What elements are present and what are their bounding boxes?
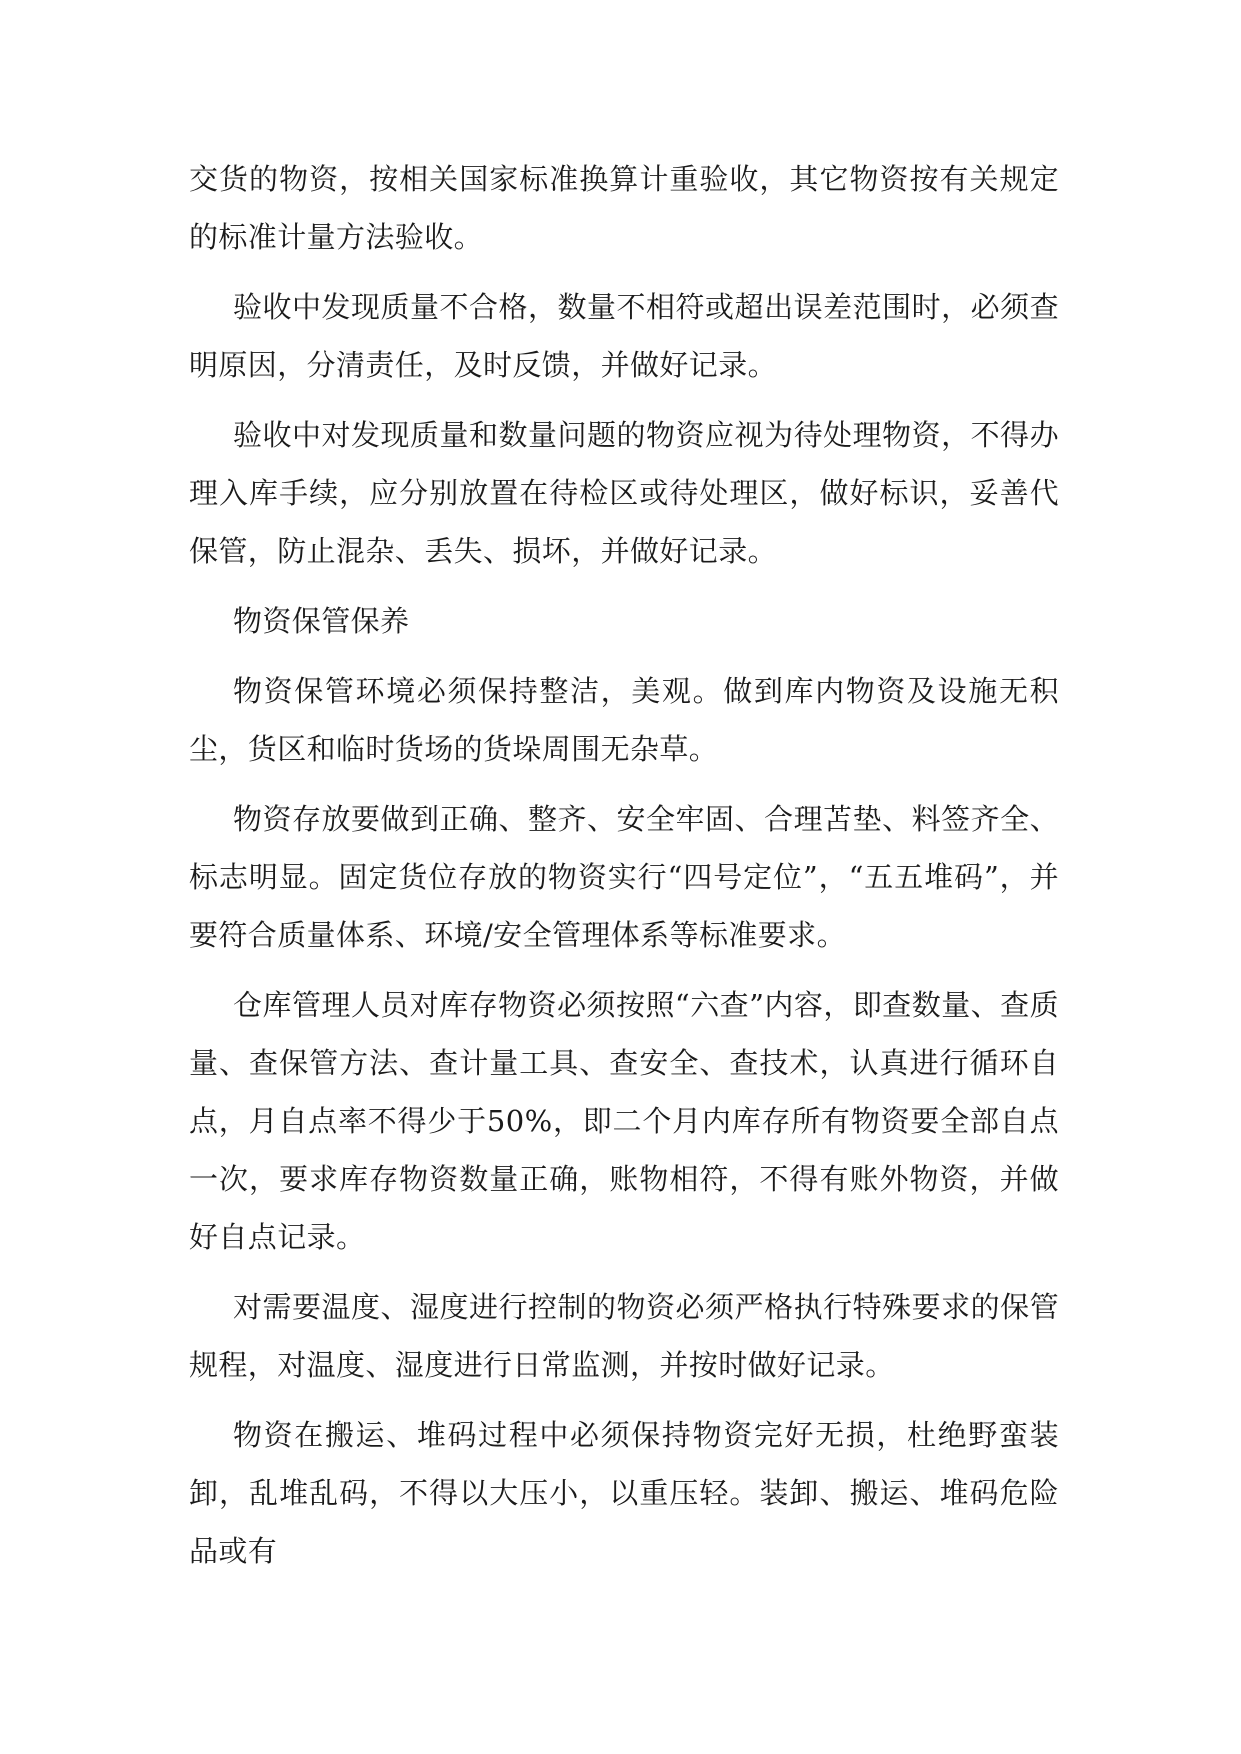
paragraph-7: 仓库管理人员对库存物资必须按照“六查”内容，即查数量、查质量、查保管方法、查计量工具、查安全、查技术，认真进行循环自点，月自点率不得少于50%，即二个月内库存所有物资要全部自点一次，要求库存物资数量正确，账物相符，不得有账外物资，并做好自点记录。 (189, 988, 1059, 1254)
paragraph-3: 验收中对发现质量和数量问题的物资应视为待处理物资，不得办理入库手续，应分别放置在待检区或待处理区，做好标识，妥善代保管，防止混杂、丢失、损坏，并做好记录。 (189, 418, 1059, 568)
paragraph-6: 物资存放要做到正确、整齐、安全牢固、合理苫垫、料签齐全、标志明显。固定货位存放的物资实行“四号定位”，“五五堆码”，并要符合质量体系、环境/安全管理体系等标准要求。 (189, 802, 1059, 952)
document-body (189, 150, 1059, 1592)
paragraph-5: 物资保管环境必须保持整洁，美观。做到库内物资及设施无积尘，货区和临时货场的货垛周围无杂草。 (189, 674, 1059, 766)
paragraph-1: 交货的物资，按相关国家标准换算计重验收，其它物资按有关规定的标准计量方法验收。 (189, 162, 1059, 254)
paragraph-2: 验收中发现质量不合格，数量不相符或超出误差范围时，必须查明原因，分清责任，及时反馈，并做好记录。 (189, 290, 1059, 382)
paragraph-8: 对需要温度、湿度进行控制的物资必须严格执行特殊要求的保管规程，对温度、湿度进行日常监测，并按时做好记录。 (189, 1290, 1059, 1382)
section-heading: 物资保管保养 (233, 604, 410, 638)
paragraph-9: 物资在搬运、堆码过程中必须保持物资完好无损，杜绝野蛮装卸，乱堆乱码，不得以大压小，以重压轻。装卸、搬运、堆码危险品或有 (189, 1418, 1059, 1568)
